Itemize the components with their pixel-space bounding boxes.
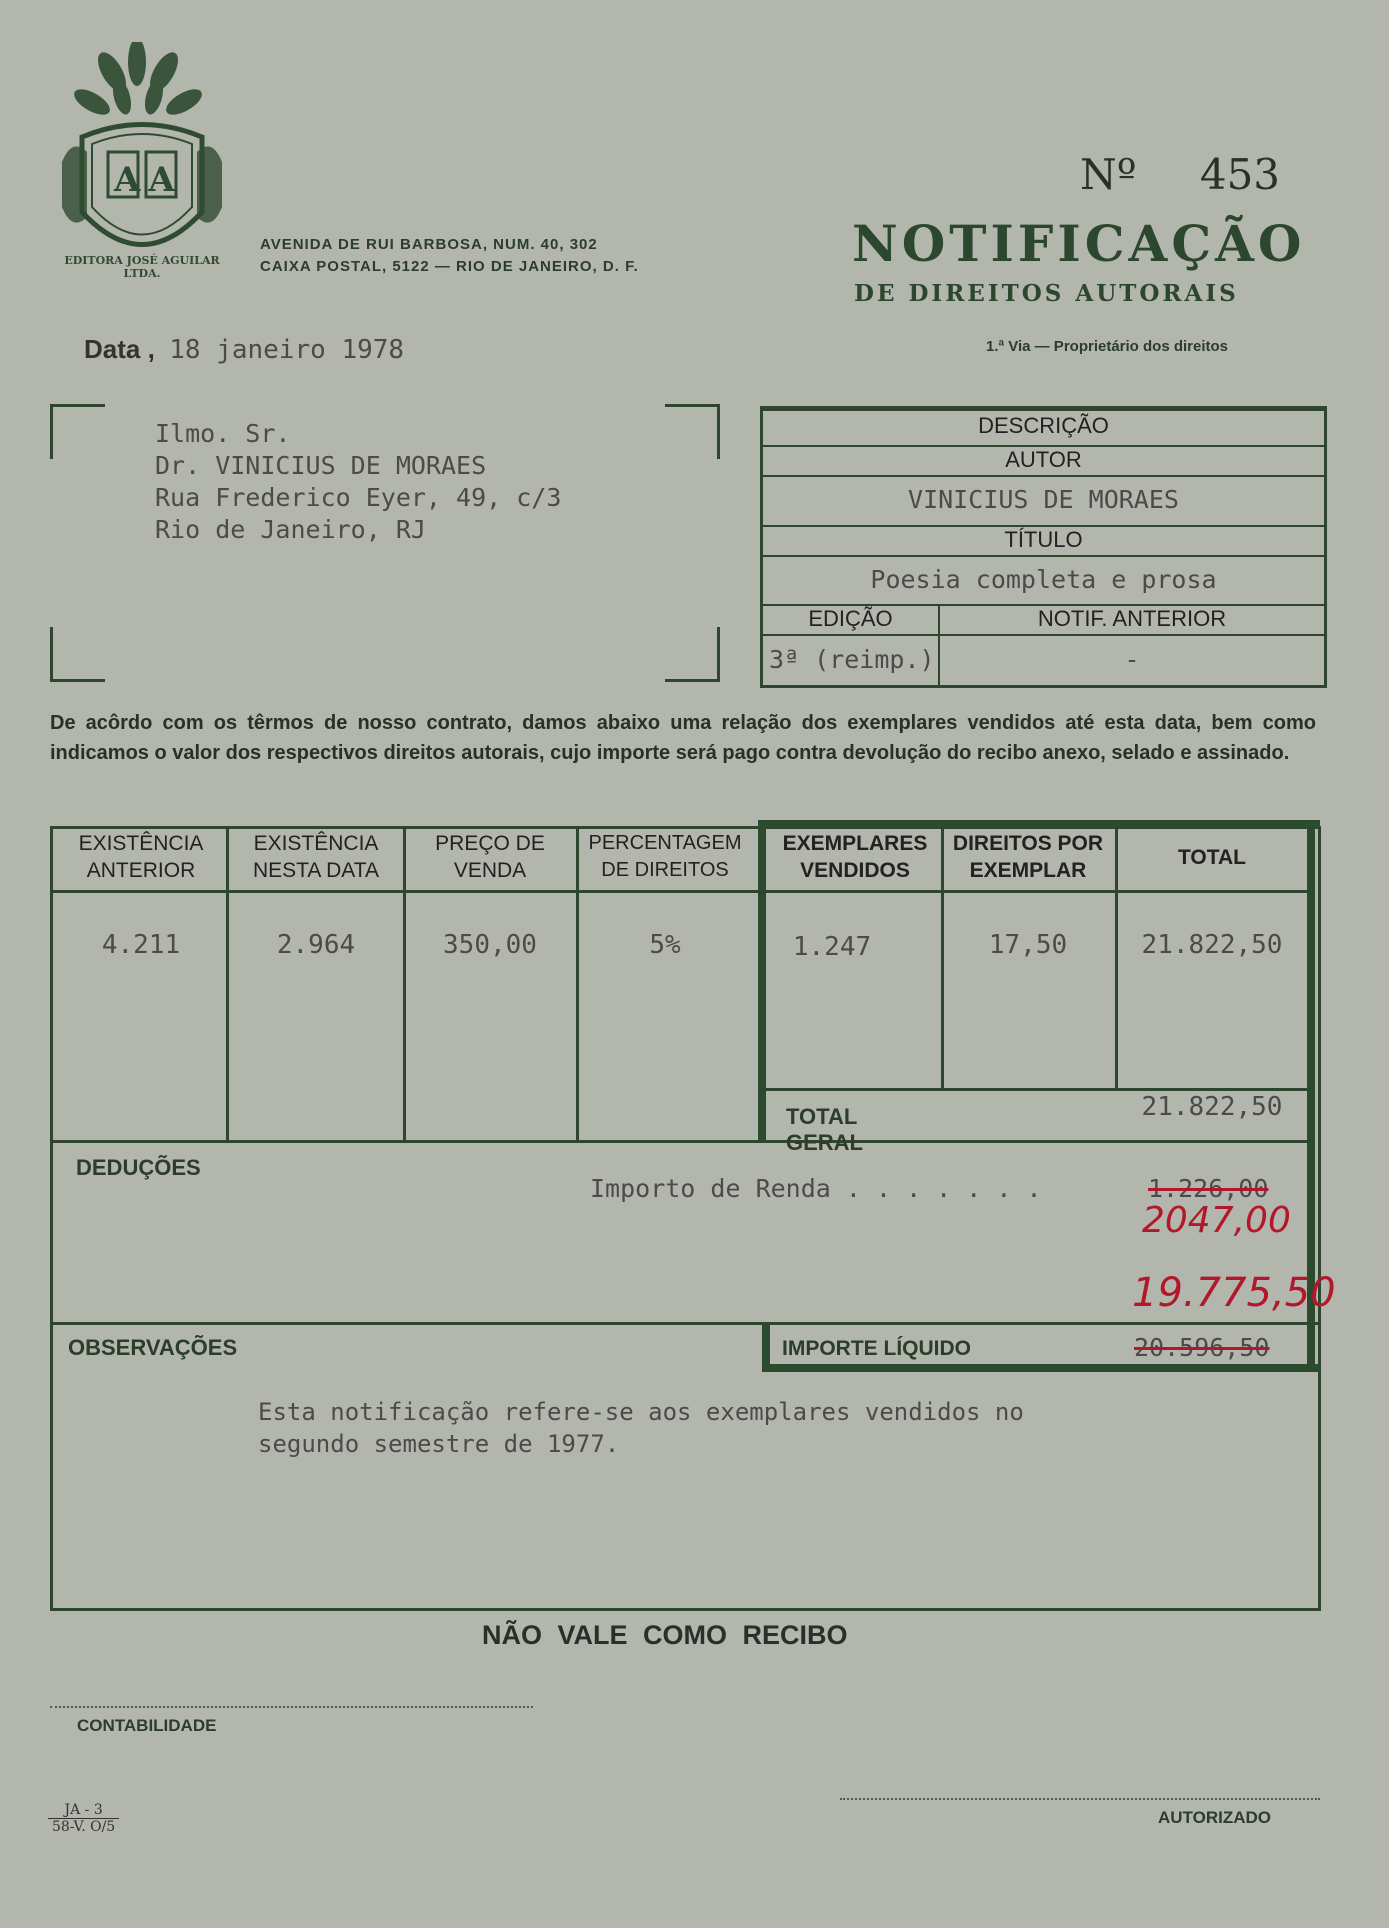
- deducoes-item-handwritten: 2047,00: [1142, 1200, 1291, 1241]
- addressee-street: Rua Frederico Eyer, 49, c/3: [155, 483, 562, 512]
- addressee-line1: Ilmo. Sr.: [155, 419, 291, 448]
- deducoes-item-struck: 1.226,00: [1148, 1174, 1269, 1203]
- prev-notif-label: NOTIF. ANTERIOR: [1037, 606, 1227, 631]
- form-code-line2: 58-V. O/5: [52, 1819, 116, 1835]
- importe-liquido-struck: 20.596,50: [1134, 1333, 1270, 1362]
- autorizado-signature-line: [840, 1798, 1320, 1800]
- deducoes-label: DEDUÇÕES: [76, 1155, 201, 1180]
- col-header-percentagem: PERCENTAGEM DE DIREITOS: [588, 832, 742, 881]
- addressee-block: [155, 418, 561, 546]
- cell-exemplares: 1.247: [792, 932, 872, 962]
- date-value: 18 janeiro 1978: [169, 335, 405, 365]
- nao-vale-recibo: NÃO VALE COMO RECIBO: [482, 1620, 848, 1650]
- observacoes-line1: Esta notificação refere-se aos exemplares vendidos no: [258, 1398, 1024, 1426]
- col-header-direitos-exemplar: DIREITOS POR EXEMPLAR: [952, 832, 1104, 882]
- author-value: VINICIUS DE MORAES: [908, 485, 1179, 514]
- deducoes-item-label: Importo de Renda . . . . . . .: [590, 1174, 1042, 1203]
- importe-handwritten: 19.775,50: [1132, 1270, 1336, 1316]
- col-header-total: TOTAL: [1177, 846, 1247, 869]
- date-label: Data ,: [84, 334, 155, 364]
- cell-existencia-nesta-data: 2.964: [276, 930, 356, 960]
- description-header: DESCRIÇÃO: [978, 413, 1109, 438]
- cell-percentagem: 5%: [649, 930, 681, 960]
- form-code-line1: JA - 3: [48, 1802, 119, 1819]
- notification-number: [1080, 150, 1280, 199]
- via-label: 1.ª Via — Proprietário dos direitos: [986, 338, 1229, 355]
- col-header-exemplares: EXEMPLARES VENDIDOS: [782, 832, 928, 882]
- col-header-preco-venda: PREÇO DE VENDA: [435, 832, 545, 882]
- observacoes-line2: segundo semestre de 1977.: [258, 1430, 620, 1458]
- page-subtitle: DE DIREITOS AUTORAIS: [854, 280, 1239, 307]
- contabilidade-label: CONTABILIDADE: [77, 1716, 217, 1735]
- cell-total: 21.822,50: [1141, 930, 1283, 960]
- logo-letters: AA: [114, 160, 183, 200]
- title-value: Poesia completa e prosa: [870, 565, 1217, 594]
- publisher-address-line1: AVENIDA DE RUI BARBOSA, NUM. 40, 302: [260, 236, 598, 253]
- total-geral-label: TOTAL GERAL: [786, 1104, 863, 1155]
- autorizado-label: AUTORIZADO: [1158, 1808, 1272, 1827]
- number-value: 453: [1199, 150, 1281, 199]
- form-code: [48, 1802, 119, 1835]
- edition-label: EDIÇÃO: [808, 606, 893, 631]
- intro-text: De acôrdo com os têrmos de nosso contrato, damos abaixo uma relação dos exemplares vendidos até esta data, bem como indicamos o valor dos respectivos direitos autorais, cujo importe será pago contra devolução do recibo anexo, selado e assinado.: [50, 712, 1316, 764]
- cell-existencia-anterior: 4.211: [101, 930, 181, 960]
- page-title: NOTIFICAÇÃO: [852, 214, 1306, 273]
- cell-preco-venda: 350,00: [443, 930, 537, 960]
- date-row: [84, 334, 404, 365]
- author-label: AUTOR: [1005, 447, 1082, 472]
- col-header-existencia-anterior: EXISTÊNCIA ANTERIOR: [78, 832, 204, 882]
- title-label: TÍTULO: [1004, 527, 1083, 552]
- cell-direitos-exemplar: 17,50: [988, 930, 1068, 960]
- importe-liquido-label: IMPORTE LÍQUIDO: [782, 1337, 971, 1360]
- col-header-existencia-nesta-data: EXISTÊNCIA NESTA DATA: [252, 832, 380, 882]
- publisher-address-line2: CAIXA POSTAL, 5122 — RIO DE JANEIRO, D. F.: [260, 258, 639, 275]
- addressee-name: Dr. VINICIUS DE MORAES: [155, 451, 487, 480]
- addressee-city: Rio de Janeiro, RJ: [155, 515, 426, 544]
- total-geral-value: 21.822,50: [1141, 1092, 1283, 1122]
- logo-publisher-name: EDITORA JOSÉ AGUILAR LTDA.: [64, 254, 220, 280]
- edition-value: 3ª (reimp.): [769, 645, 935, 674]
- contabilidade-signature-line: [50, 1706, 533, 1708]
- prev-notif-value: -: [1124, 645, 1140, 674]
- number-label: Nº: [1080, 150, 1137, 199]
- publisher-logo: [52, 42, 232, 282]
- observacoes-label: OBSERVAÇÕES: [68, 1335, 238, 1360]
- description-box: [760, 406, 1327, 688]
- observacoes-text: [258, 1396, 1024, 1460]
